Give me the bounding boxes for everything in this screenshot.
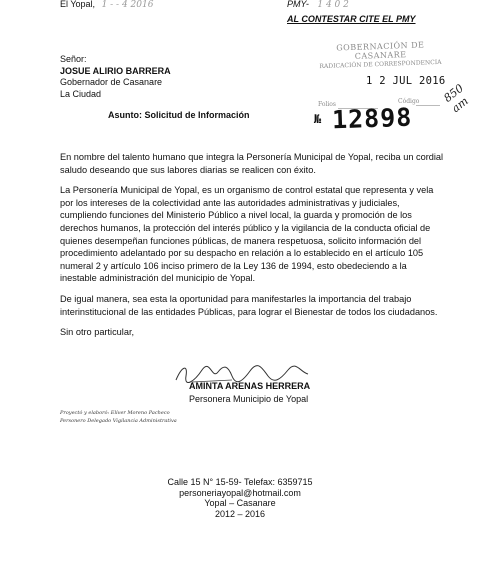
handwritten-time-note: 850 am: [441, 81, 471, 116]
recipient-block: [60, 54, 171, 100]
pmy-prefix: PMY-: [287, 0, 309, 9]
signer-role: Personera Municipio de Yopal: [189, 394, 309, 404]
recipient-salutation: Señor:: [60, 54, 87, 64]
footer-address: Calle 15 N° 15-59- Telefax: 6359715: [167, 477, 313, 487]
handwritten-date: 1 - - 4 2016: [101, 0, 154, 10]
letter-body: [60, 151, 444, 339]
place-date-label: El Yopal,: [60, 0, 96, 9]
stamp-date: 1 2 JUL 2016: [366, 75, 446, 87]
paragraph-interinstitutional: De igual manera, sea esta la oportunidad para manifestarles la importancia del trabajo interinstitucional de las entidades Públicas, para lograr el Bienestar de todos los ciudadanos.: [60, 293, 438, 317]
footer-period: 2012 – 2016: [214, 508, 266, 519]
recipient-name: JOSUE ALIRIO BARRERA: [60, 65, 171, 76]
footer-contact: [120, 477, 360, 519]
closing-phrase: Sin otro particular,: [60, 327, 135, 338]
pmy-number: 1 4 0 2: [317, 0, 349, 10]
paragraph-greeting: En nombre del talento humano que integra la Personería Municipal de Yopal, reciba un cordial saludo deseando que sus labores diarias se realicen con éxito.: [60, 152, 444, 175]
radicado-no-symbol: №: [314, 112, 322, 126]
recipient-city: La Ciudad: [60, 88, 102, 99]
footnotes: [60, 409, 177, 425]
footer-email: personeriayopal@hotmail.com: [179, 487, 301, 498]
footnote-delegate: Personero Delegado Vigilancia Administrativa: [60, 418, 177, 424]
recipient-title: Gobernador de Casanare: [60, 77, 163, 87]
radicado-number: 12898: [331, 102, 413, 135]
subject-line: Asunto: Solicitud de Información: [108, 110, 250, 120]
footer-city: Yopal – Casanare: [204, 498, 276, 508]
stamp-line2: RADICACIÓN DE CORRESPONDENCIA: [319, 58, 442, 71]
cite-notice: AL CONTESTAR CITE EL PMY: [287, 14, 416, 24]
pmy-reference: [287, 0, 349, 10]
stamp-line1: GOBERNACIÓN DE CASANARE: [336, 40, 425, 61]
signer-name: AMINTA ARENAS HERRERA: [189, 381, 311, 391]
footnote-elaborated-by: Proyectó y elaboró: Elíver Moreno Pacheco: [60, 410, 170, 416]
stamp-folio-label: Folios: [318, 101, 336, 108]
paragraph-request: La Personería Municipal de Yopal, es un organismo de control estatal que representa y vela por los intereses de la colectividad ante las autoridades administrativas y judiciales, cumpliendo funciones del Ministerio Público a nivel local, la guarda y promoción de los derechos humanos, la protección del interés público y la vigilancia de la conducta oficial de quienes desempeñan funciones públicas, de manera respetuosa, solicito información del procedimiento adelantado por su despacho en relación a lo establecido en el artículo 105 numeral 2 y artículo 106 inciso primero de la Ley 136 de 1994, esto obedeciendo a la inestable administración del municipio de Yopal.: [60, 185, 434, 284]
reception-stamp: [314, 40, 478, 152]
place-date-line: [60, 0, 153, 10]
stamp-code-line: [416, 105, 440, 106]
stamp-code-label: Código: [398, 98, 420, 105]
